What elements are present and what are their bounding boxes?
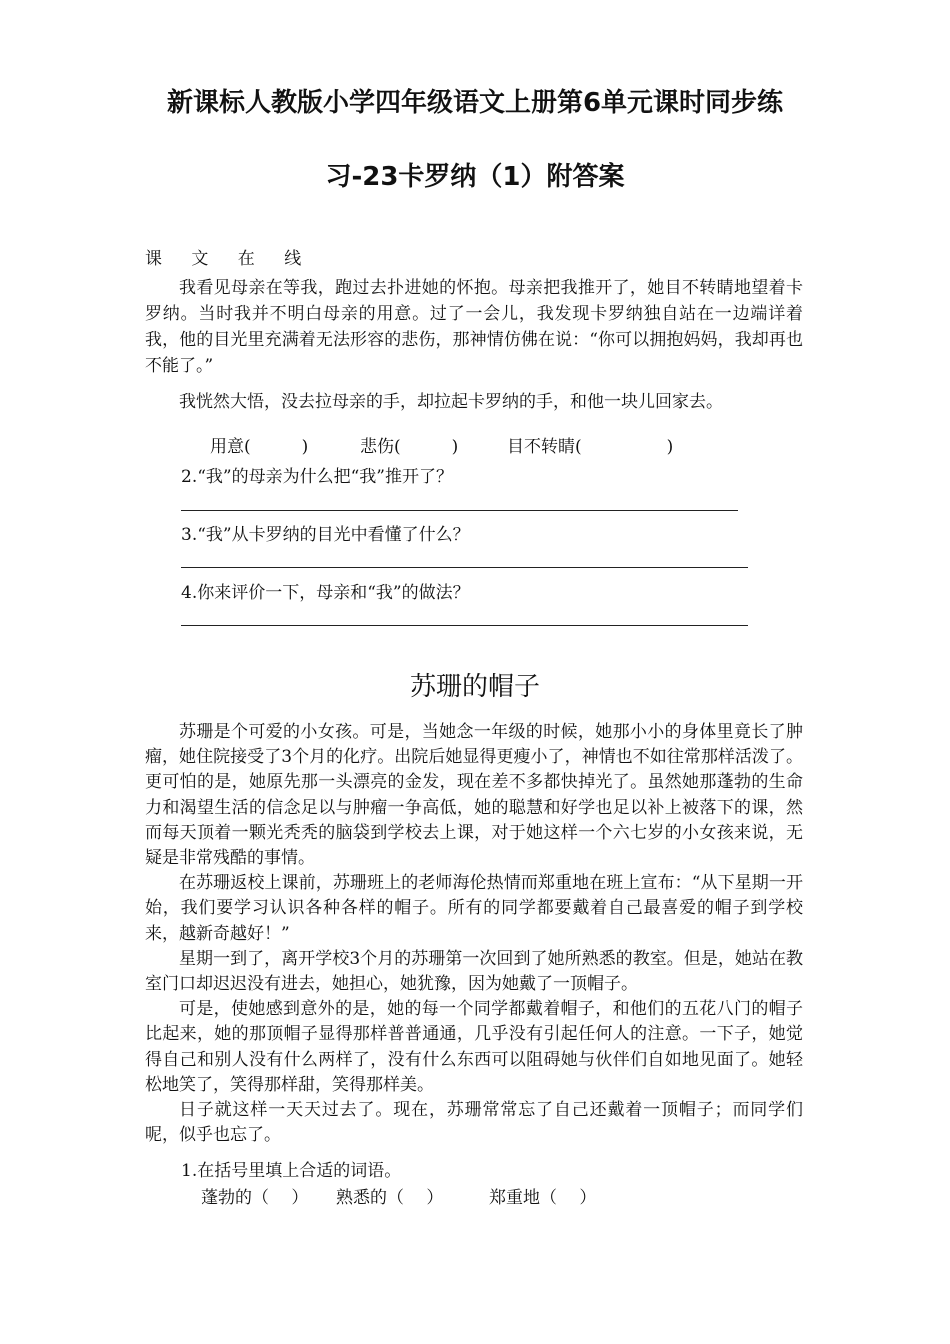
passage-text: 我恍然大悟，没去拉母亲的手，却拉起卡罗纳的手，和他一块儿回家去。 [179,392,723,412]
story-paragraph: 星期一到了，离开学校3个月的苏珊第一次回到了她所熟悉的教室。但是，她站在教室门口却迟迟没有进去，她担心，她犹豫，因为她戴了一顶帽子。 [145,948,803,995]
question-2: 2.“我”的母亲为什么把“我”推开了？ [181,467,453,487]
passage-text: 我看见母亲在等我，跑过去扑进她的怀抱。母亲把我推开了，她目不转睛地望着卡罗纳。当时我并不明白母亲的用意。过了一会儿，我发现卡罗纳独自站在一边端详着我，他的目光里充满着无法形容的悲伤，那神情仿佛在说：“你可以拥抱妈妈，我却再也不能了。” [145,278,803,376]
section-heading: 课 文 在 线 [145,249,314,269]
vocab-item-yongyi: 用意( ) [210,437,309,457]
page-title-line2: 习-23卡罗纳（1）附答案 [325,162,625,192]
question-3: 3.“我”从卡罗纳的目光中看懂了什么？ [181,525,470,545]
exercise-1-prompt: 1.在括号里填上合适的词语。 [181,1161,402,1181]
exercise-1-item-pengbo: 蓬勃的（ ） [201,1188,309,1208]
answer-line-4[interactable] [181,625,748,626]
story-body [145,720,803,1148]
story-paragraph: 在苏珊返校上课前，苏珊班上的老师海伦热情而郑重地在班上宣布：“从下星期一开始，我们要学习认识各种各样的帽子。所有的同学都要戴着自己最喜爱的帽子到学校来，越新奇越好！” [145,873,803,944]
story-paragraph: 苏珊是个可爱的小女孩。可是，当她念一年级的时候，她那小小的身体里竟长了肿瘤，她住院接受了3个月的化疗。出院后她显得更瘦小了，神情也不如往常那样活泼了。更可怕的是，她原先那一头漂亮的金发，现在差不多都快掉光了。虽然她那蓬勃的生命力和渴望生活的信念足以与肿瘤一争高低，她的聪慧和好学也足以补上被落下的课，然而每天顶着一颗光秃秃的脑袋到学校去上课，对于她这样一个六七岁的小女孩来说，无疑是非常残酷的事情。 [145,722,803,869]
story-paragraph: 可是，使她感到意外的是，她的每一个同学都戴着帽子，和他们的五花八门的帽子比起来，她的那顶帽子显得那样普普通通，几乎没有引起任何人的注意。一下子，她觉得自己和别人没有什么两样了，没有什么东西可以阻碍她与伙伴们自如地见面了。她轻松地笑了，笑得那样甜，笑得那样美。 [145,999,803,1095]
page-title-line1: 新课标人教版小学四年级语文上册第6单元课时同步练 [166,88,784,118]
passage-paragraph-1 [145,275,803,379]
exercise-1-item-shuxi: 熟悉的（ ） [336,1188,444,1208]
vocab-item-beishang: 悲伤( ) [360,437,459,457]
exercise-1-item-zhengzhong: 郑重地（ ） [489,1188,597,1208]
answer-line-2[interactable] [181,510,738,511]
passage-paragraph-2 [145,389,803,415]
question-4: 4.你来评价一下，母亲和“我”的做法？ [181,583,470,603]
story-title: 苏珊的帽子 [409,672,540,702]
answer-line-3[interactable] [181,567,748,568]
story-paragraph: 日子就这样一天天过去了。现在，苏珊常常忘了自己还戴着一顶帽子；而同学们呢，似乎也忘了。 [145,1100,803,1146]
vocab-item-mubuzhuanjing: 目不转睛( ) [507,437,674,457]
